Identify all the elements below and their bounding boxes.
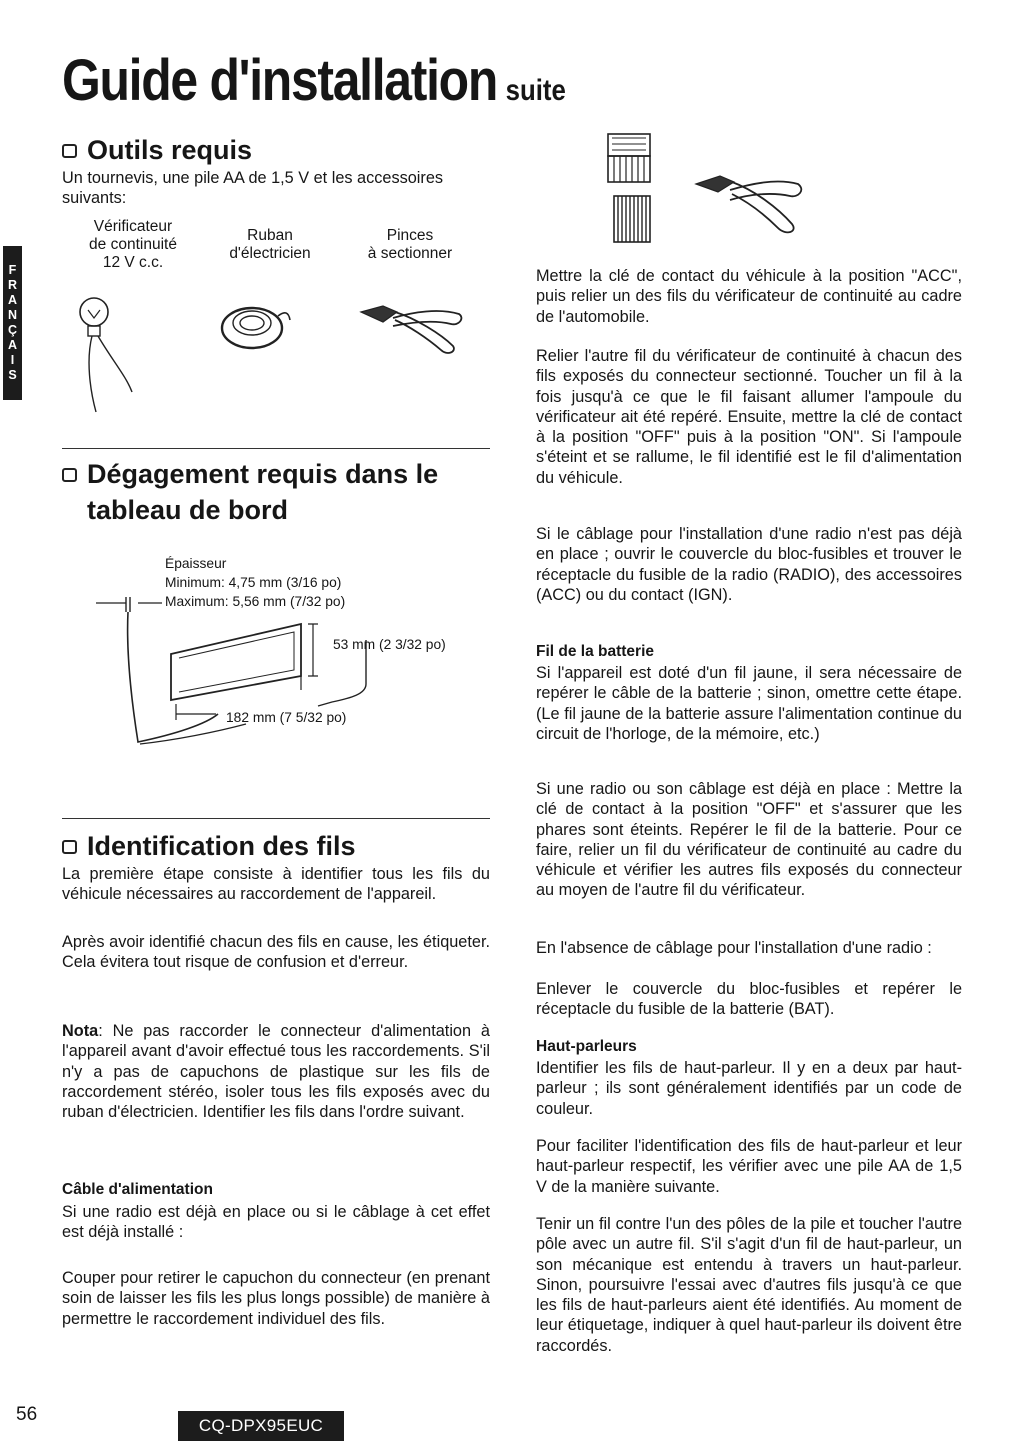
battery-p: Si l'appareil est doté d'un fil jaune, il sera nécessaire de repérer le câble de la batterie ; sinon, omettre cette étape. (Le fil jaune de la batterie assure l'alimentation continue du circuit de l'horloge, de la mémoire, etc.) [536, 664, 962, 743]
tab-letter: A [7, 293, 18, 307]
identification-note: Nota: Ne pas raccorder le connecteur d'alimentation à l'appareil avant d'avoir effectué tous les raccordements. S'il n'y a pas de capuchons de plastique sur les fils de raccordement stéréo, isoler tous les fils exposés avec du ruban d'électricien. Identifier les fils dans l'ordre suivant. [62, 1022, 490, 1122]
cable-heading: Câble d'alimentation [62, 1181, 213, 1198]
right-p6b: Enlever le couvercle du bloc-fusibles et repérer le réceptacle du fusible de la batterie (BAT). [536, 980, 962, 1019]
electrical-tape-icon [218, 298, 298, 354]
right-p6a: En l'absence de câblage pour l'installation d'une radio : [536, 939, 932, 957]
tab-letter: R [7, 278, 18, 292]
dashboard-clearance-diagram [96, 594, 396, 764]
tab-letter: A [7, 338, 18, 352]
battery-heading: Fil de la batterie [536, 643, 655, 660]
speaker-p: Identifier les fils de haut-parleur. Il y en a deux par haut-parleur ; ils sont généralement identifiés par un code de couleur. [536, 1059, 962, 1118]
checkbox-bullet-icon [62, 840, 77, 854]
outils-heading: Outils requis [62, 132, 252, 168]
identification-heading: Identification des fils [62, 828, 356, 864]
connector-and-pliers-icon [598, 132, 828, 248]
cutting-pliers-icon [355, 298, 470, 358]
section-divider [62, 818, 490, 819]
thickness-maximum: Maximum: 5,56 mm (7/32 po) [165, 594, 346, 609]
outils-intro: Un tournevis, une pile AA de 1,5 V et les accessoires suivants: [62, 169, 444, 208]
language-tab [3, 246, 22, 400]
identification-p2: Après avoir identifié chacun des fils en cause, les étiqueter. Cela évitera tout risque de confusion et d'erreur. [62, 933, 490, 972]
right-p5: Si une radio ou son câblage est déjà en place : Mettre la clé de contact à la position "OFF" et s'assurer que les phares sont éteints. Repérer le fil de la batterie. Pour ce faire, relier un fil du vérificateur de continuité au cadre du véhicule et vérifier les autres fils exposés du connecteur au moyen de l'autre fil du vérificateur. [536, 780, 962, 900]
tool-label-pliers: Pinces à sectionner [367, 227, 453, 262]
cable-p1: Si une radio est déjà en place ou si le câblage à cet effet est déjà installé : [62, 1203, 490, 1242]
tool-label-tester: Vérificateur de continuité 12 V c.c. [89, 218, 177, 271]
tool-label-tape: Ruban d'électricien [229, 227, 311, 262]
tab-letter: Ç [7, 323, 18, 337]
thickness-label: Épaisseur [165, 556, 227, 571]
right-p1: Mettre la clé de contact du véhicule à la position "ACC", puis relier un des fils du vérificateur de continuité au cadre de l'automobile. [536, 267, 962, 326]
speaker-heading: Haut-parleurs [536, 1038, 637, 1055]
width-dimension: 182 mm (7 5/32 po) [226, 710, 347, 725]
checkbox-bullet-icon [62, 468, 77, 482]
continuity-tester-icon [70, 290, 160, 420]
degagement-heading: Dégagement requis dans le tableau de bord [62, 456, 438, 528]
checkbox-bullet-icon [62, 144, 77, 158]
page-title [62, 48, 566, 113]
model-badge: CQ-DPX95EUC [178, 1411, 344, 1441]
tab-letter: F [8, 263, 17, 277]
title-main: Guide d'installation [62, 48, 498, 113]
section-divider [62, 448, 490, 449]
identification-p1: La première étape consiste à identifier tous les fils du véhicule nécessaires au raccordement de l'appareil. [62, 865, 490, 904]
right-p3: Si le câblage pour l'installation d'une radio n'est pas déjà en place ; ouvrir le couvercle du bloc-fusibles et trouver le réceptacle du fusible de la radio (RADIO), des accessoires (ACC) ou du contact (IGN). [536, 525, 962, 604]
tab-letter: N [7, 308, 18, 322]
title-suffix: suite [505, 74, 566, 107]
right-p8: Pour faciliter l'identification des fils de haut-parleur et leur haut-parleur respectif, les vérifier avec une pile AA de 1,5 V de la manière suivante. [536, 1137, 962, 1196]
page-number: 56 [16, 1404, 38, 1425]
tab-letter: S [8, 368, 17, 382]
cable-p2: Couper pour retirer le capuchon du connecteur (en prenant soin de laisser les fils les plus longs possible) de manière à permettre le raccordement individuel des fils. [62, 1269, 490, 1328]
tab-letter: I [10, 353, 15, 367]
right-p2: Relier l'autre fil du vérificateur de continuité à chacun des fils exposés du connecteur sectionné. Toucher un fil à la fois jusqu'à ce que le fil faisant allumer l'ampoule du vérificateur ait été repéré. Ensuite, mettre la clé de contact à la position "OFF" puis à la position "ON". Si l'ampoule s'éteint et se rallume, le fil identifié est le fil d'alimentation du véhicule. [536, 347, 962, 487]
thickness-minimum: Minimum: 4,75 mm (3/16 po) [165, 575, 342, 590]
right-p9: Tenir un fil contre l'un des pôles de la pile et toucher l'autre pôle avec un autre fil. S'il s'agit d'un fil de haut-parleur, un son mécanique est entendu à travers un haut-parleur. Sinon, poursuivre l'essai avec d'autres fils jusqu'à ce que les fils de haut-parleurs aient été identifiés. Au moment de leur étiquetage, indiquer à quel haut-parleur ils doivent être raccordés. [536, 1215, 962, 1355]
height-dimension: 53 mm (2 3/32 po) [333, 637, 446, 652]
